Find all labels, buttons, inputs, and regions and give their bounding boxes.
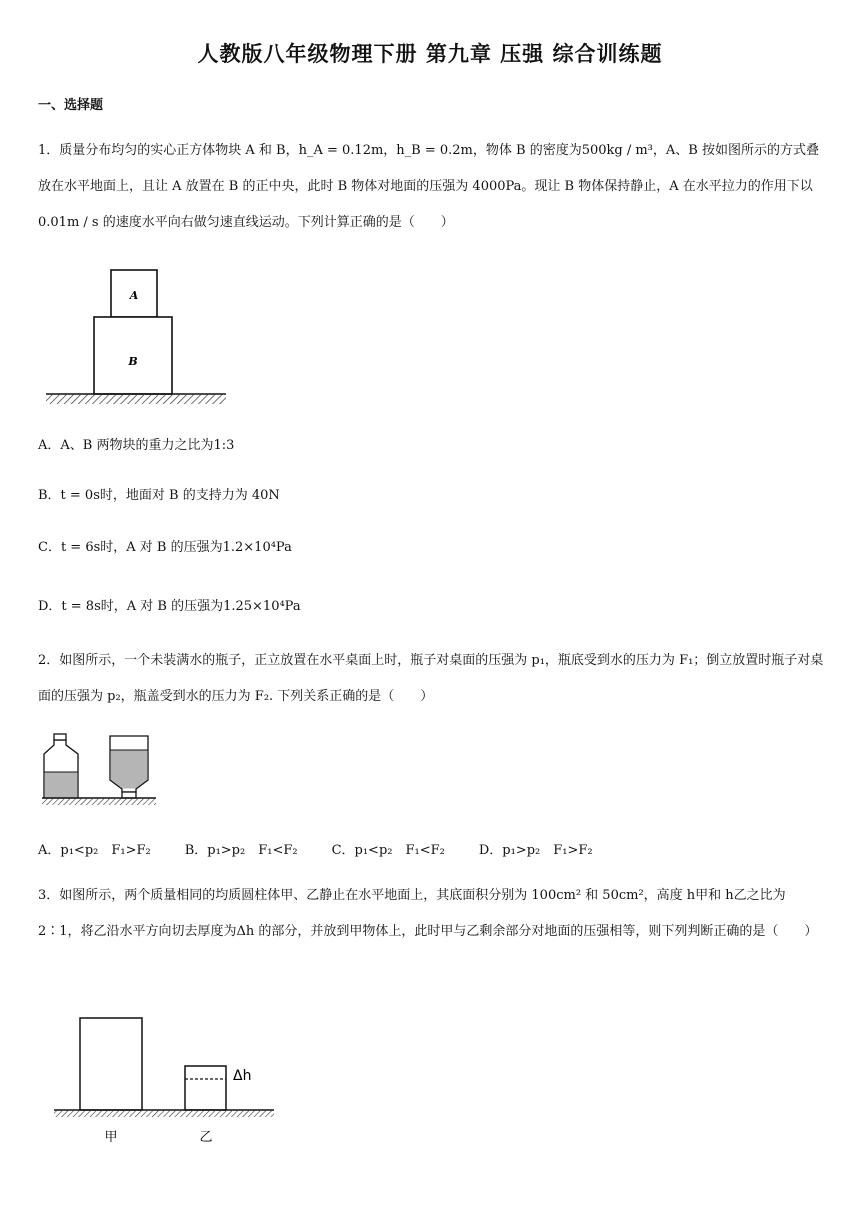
label-delta-h: Δh — [233, 1068, 252, 1084]
q2-option-c: C．p₁<p₂ F₁<F₂ — [331, 843, 445, 858]
label-b: B — [128, 355, 138, 368]
inverted-bottle — [110, 736, 148, 798]
q1-option-b: B．t = 0s时，地面对 B 的支持力为 40N — [38, 488, 280, 503]
figure-stacked-blocks — [44, 268, 234, 413]
q1-option-c: C．t = 6s时，A 对 B 的压强为1.2×10⁴Pa — [38, 540, 292, 555]
label-yi: 乙 — [199, 1130, 213, 1145]
q2-options-row — [38, 839, 593, 858]
figure-bottles — [40, 732, 165, 812]
label-jia: 甲 — [104, 1130, 118, 1145]
figure-cylinders — [52, 1013, 282, 1148]
q1-option-d: D．t = 8s时，A 对 B 的压强为1.25×10⁴Pa — [38, 599, 301, 614]
cylinder-yi — [185, 1066, 226, 1110]
q2-option-a: A．p₁<p₂ F₁>F₂ — [38, 843, 151, 858]
q1-option-a: A．A、B 两物块的重力之比为1:3 — [38, 438, 235, 453]
page-title: 人教版八年级物理下册 第九章 压强 综合训练题 — [197, 42, 663, 66]
ground-hatch-3 — [54, 1110, 274, 1117]
cylinder-jia — [80, 1018, 142, 1110]
upright-bottle — [44, 734, 78, 798]
q2-option-b: B．p₁>p₂ F₁<F₂ — [184, 843, 298, 858]
question-3-text: 3．如图所示，两个质量相同的均质圆柱体甲、乙静止在水平地面上，其底面积分别为 100cm² 和 50cm²，高度 h甲和 h乙之比为 2∶1，将乙沿水平方向切去厚度为Δh 的部分，并放到甲物体上，此时甲与乙剩余部分对地面的压强相等，则下列判断正确的是（ ） — [38, 888, 818, 939]
section-heading: 一、选择题 — [38, 98, 104, 113]
table-hatch — [42, 798, 156, 805]
question-1-text: 1．质量分布均匀的实心正方体物块 A 和 B，h_A = 0.12m，h_B = 0.2m，物体 B 的密度为500kg / m³，A、B 按如图所示的方式叠放在水平地面上，且让 A 放置在 B 的正中央，此时 B 物体对地面的压强为 4000Pa。现让 B 物体保持静止，A 在水平拉力的作用下以 0.01m / s 的速度水平向右做匀速直线运动。下列计算正确的是（ ） — [38, 143, 819, 230]
question-2-text: 2．如图所示，一个未装满水的瓶子，正立放置在水平桌面上时，瓶子对桌面的压强为 p₁，瓶底受到水的压力为 F₁；倒立放置时瓶子对桌面的压强为 p₂，瓶盖受到水的压力为 F₂. 下列关系正确的是（ ） — [38, 653, 824, 704]
label-a: A — [129, 289, 139, 302]
ground-hatch — [46, 394, 226, 404]
q2-option-d: D．p₁>p₂ F₁>F₂ — [478, 843, 593, 858]
